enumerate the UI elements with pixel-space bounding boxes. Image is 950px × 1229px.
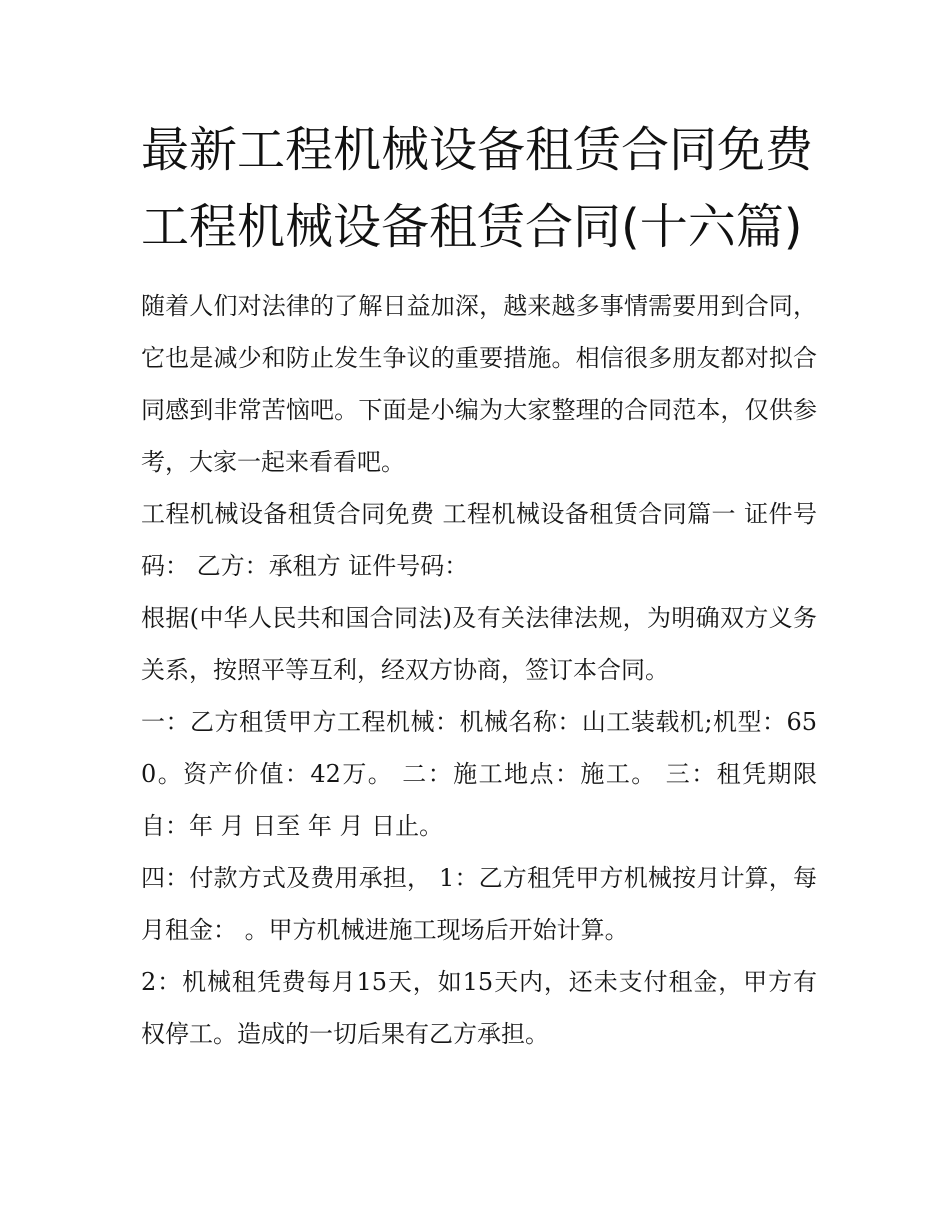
clause-one-paragraph: 一：乙方租赁甲方工程机械：机械名称：山工装载机;机型：650。资产价值：42万。 二：施工地点：施工。 三：租凭期限自：年 月 日至 年 月 日止。 (141, 708, 817, 840)
legal-basis-paragraph: 根据(中华人民共和国合同法)及有关法律法规，为明确双方义务关系，按照平等互利，经双方协商，签订本合同。 (141, 604, 817, 684)
document-title: 最新工程机械设备租赁合同免费 工程机械设备租赁合同(十六篇) (141, 122, 814, 255)
clause-four-paragraph: 四：付款方式及费用承担， 1：乙方租凭甲方机械按月计算，每月租金： 。甲方机械进施工现场后开始计算。 (141, 864, 817, 944)
document-body (141, 112, 817, 1060)
intro-paragraph: 随着人们对法律的了解日益加深，越来越多事情需要用到合同，它也是减少和防止发生争议的重要措施。相信很多朋友都对拟合同感到非常苦恼吧。下面是小编为大家整理的合同范本，仅供参考，大家一起来看看吧。 (141, 292, 817, 476)
contract-heading-paragraph: 工程机械设备租赁合同免费 工程机械设备租赁合同篇一 证件号码： 乙方：承租方 证件号码： (141, 500, 817, 580)
clause-payment-paragraph: 2：机械租凭费每月15天，如15天内，还未支付租金，甲方有权停工。造成的一切后果有乙方承担。 (141, 968, 817, 1048)
